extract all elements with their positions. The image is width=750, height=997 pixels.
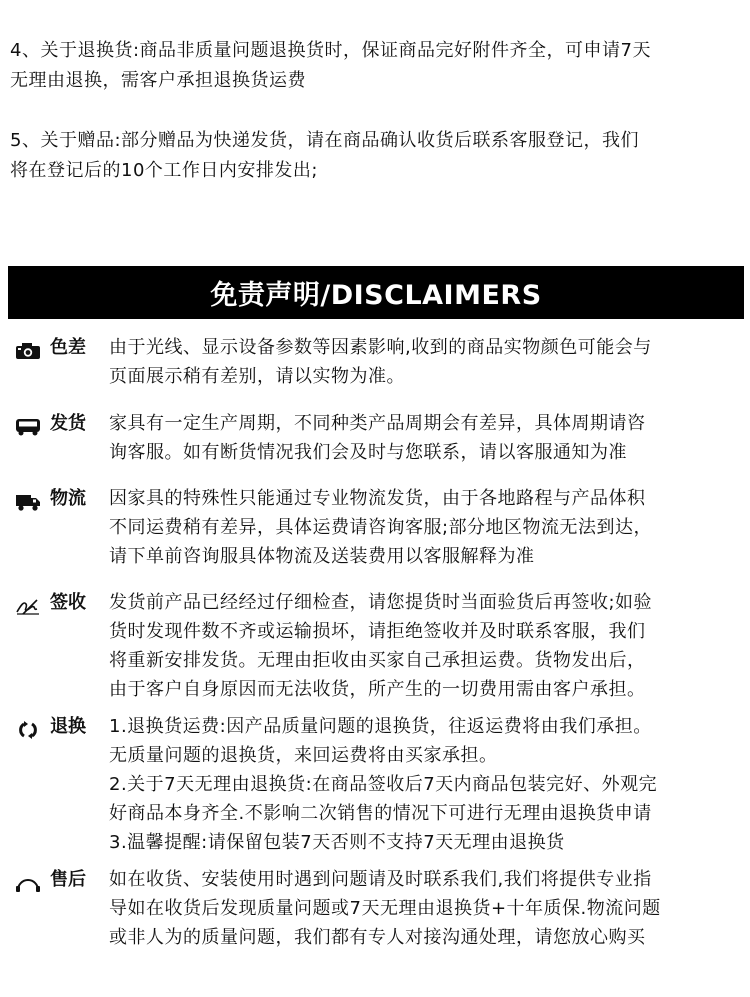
item-description bbox=[109, 865, 747, 952]
item-description bbox=[109, 712, 747, 857]
text-line: 4、关于退换货:商品非质量问题退换货时，保证商品完好附件齐全，可申请7天 bbox=[10, 40, 651, 61]
truck-icon bbox=[15, 493, 41, 511]
exchange-icon bbox=[15, 721, 41, 739]
headset-icon bbox=[15, 874, 41, 892]
text-line: 或非人为的质量问题，我们都有专人对接沟通处理，请您放心购买 bbox=[109, 927, 646, 948]
text-line: 货时发现件数不齐或运输损坏，请拒绝签收并及时联系客服，我们 bbox=[109, 621, 646, 642]
text-line: 无质量问题的退换货，来回运费将由买家承担。 bbox=[109, 745, 498, 766]
disclaimer-banner bbox=[8, 266, 744, 319]
item-description bbox=[109, 333, 747, 391]
text-line: 页面展示稍有差别，请以实物为准。 bbox=[109, 366, 405, 387]
text-line: 如在收货、安装使用时遇到问题请及时联系我们,我们将提供专业指 bbox=[109, 869, 652, 890]
banner-title: 免责声明/DISCLAIMERS bbox=[210, 280, 542, 311]
item-label: 物流 bbox=[50, 488, 86, 509]
item-label: 退换 bbox=[50, 716, 86, 737]
item-description bbox=[109, 588, 747, 704]
item-label: 发货 bbox=[50, 413, 86, 434]
text-line: 将重新安排发货。无理由拒收由买家自己承担运费。货物发出后， bbox=[109, 650, 646, 671]
bus-icon bbox=[15, 418, 41, 436]
text-line: 2.关于7天无理由退换货:在商品签收后7天内商品包装完好、外观完 bbox=[109, 774, 658, 795]
camera-icon bbox=[15, 342, 41, 360]
item-label: 色差 bbox=[50, 337, 86, 358]
text-line: 将在登记后的10个工作日内安排发出; bbox=[10, 160, 318, 181]
item-label: 售后 bbox=[50, 869, 86, 890]
text-line: 好商品本身齐全.不影响二次销售的情况下可进行无理由退换货申请 bbox=[109, 803, 652, 824]
text-line: 询客服。如有断货情况我们会及时与您联系，请以客服通知为准 bbox=[109, 442, 627, 463]
text-line: 3.温馨提醒:请保留包装7天否则不支持7天无理由退换货 bbox=[109, 832, 565, 853]
text-line: 1.退换货运费:因产品质量问题的退换货，往返运费将由我们承担。 bbox=[109, 716, 652, 737]
item-label: 签收 bbox=[50, 592, 86, 613]
top-section-5 bbox=[10, 126, 745, 186]
text-line: 5、关于赠品:部分赠品为快递发货，请在商品确认收货后联系客服登记，我们 bbox=[10, 130, 640, 151]
text-line: 因家具的特殊性只能通过专业物流发货，由于各地路程与产品体积 bbox=[109, 488, 646, 509]
text-line: 家具有一定生产周期，不同种类产品周期会有差异，具体周期请咨 bbox=[109, 413, 646, 434]
text-line: 导如在收货后发现质量问题或7天无理由退换货+十年质保.物流问题 bbox=[109, 898, 661, 919]
signature-icon bbox=[15, 597, 41, 615]
text-line: 无理由退换，需客户承担退换货运费 bbox=[10, 70, 306, 91]
item-description bbox=[109, 484, 747, 571]
text-line: 由于光线、显示设备参数等因素影响,收到的商品实物颜色可能会与 bbox=[109, 337, 652, 358]
text-line: 不同运费稍有差异，具体运费请咨询客服;部分地区物流无法到达， bbox=[109, 517, 653, 538]
text-line: 请下单前咨询服具体物流及送装费用以客服解释为准 bbox=[109, 546, 535, 567]
item-description bbox=[109, 409, 747, 467]
text-line: 由于客户自身原因而无法收货，所产生的一切费用需由客户承担。 bbox=[109, 679, 646, 700]
text-line: 发货前产品已经经过仔细检查，请您提货时当面验货后再签收;如验 bbox=[109, 592, 653, 613]
top-section-4 bbox=[10, 36, 745, 96]
